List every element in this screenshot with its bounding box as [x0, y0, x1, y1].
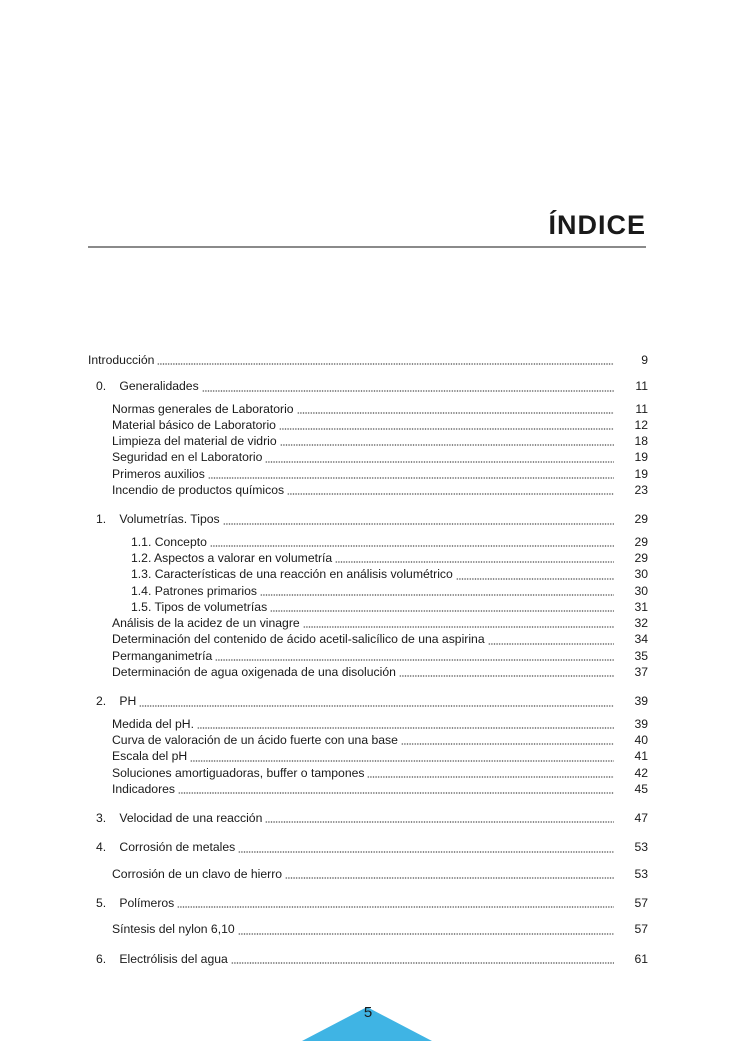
toc-entry-label: 1.2. Aspectos a valorar en volumetría: [131, 550, 333, 565]
toc-entry-page: 47: [634, 811, 648, 826]
toc-entry[interactable]: [88, 417, 648, 433]
toc-chapter-2[interactable]: [88, 693, 648, 709]
toc-entry-label: [96, 511, 223, 527]
toc-entry-label: Medida del pH.: [112, 716, 194, 731]
toc-entry-label: Normas generales de Laboratorio: [112, 401, 294, 416]
toc-entry-page: 42: [634, 765, 648, 780]
table-of-contents: [88, 352, 648, 967]
toc-entry-label: Material básico de Laboratorio: [112, 417, 276, 432]
toc-entry-label: Primeros auxilios: [112, 466, 205, 481]
toc-entry-label: 1.5. Tipos de volumetrías: [131, 599, 268, 614]
toc-entry-label: Análisis de la acidez de un vinagre: [112, 616, 300, 631]
toc-entry[interactable]: [88, 599, 648, 615]
toc-entry[interactable]: [88, 482, 648, 498]
toc-entry-label: Permanganimetría: [112, 648, 213, 663]
chapter-title: Corrosión de metales: [119, 840, 236, 855]
toc-entry[interactable]: [88, 550, 648, 566]
toc-entry[interactable]: [88, 765, 648, 781]
dot-leader: [335, 552, 614, 563]
chapter-number: 4.: [96, 840, 107, 855]
toc-entry-page: 31: [634, 599, 648, 614]
dot-leader: [367, 767, 614, 778]
dot-leader: [401, 734, 614, 745]
toc-entry[interactable]: [88, 866, 648, 882]
toc-chapter-3[interactable]: [88, 810, 648, 826]
toc-entry[interactable]: [88, 449, 648, 465]
toc-entry-label: 1.1. Concepto: [131, 534, 207, 549]
toc-entry-label: Escala del pH: [112, 749, 188, 764]
dot-leader: [197, 718, 614, 729]
toc-entry-label: Introducción: [88, 353, 155, 367]
toc-entry[interactable]: [88, 716, 648, 732]
chapter-number: 0.: [96, 379, 107, 394]
toc-entry-page: 57: [634, 896, 648, 911]
toc-entry-label: [96, 378, 202, 394]
chapter-title: PH: [119, 694, 137, 709]
toc-entry-label: [96, 839, 238, 855]
toc-entry-page: 30: [634, 567, 648, 582]
toc-chapter-4[interactable]: [88, 839, 648, 855]
toc-entry-page: 12: [634, 417, 648, 432]
dot-leader: [265, 812, 614, 823]
toc-entry-page: 35: [634, 648, 648, 663]
toc-entry-page: 29: [634, 550, 648, 565]
toc-entry-page: 53: [634, 840, 648, 855]
chapter-number: 6.: [96, 951, 107, 966]
dot-leader: [279, 419, 614, 430]
toc-entry-page: 39: [634, 716, 648, 731]
toc-entry-page: 9: [641, 353, 648, 367]
toc-entry-label: [96, 693, 139, 709]
dot-leader: [202, 381, 614, 392]
toc-entry-label: Seguridad en el Laboratorio: [112, 450, 263, 465]
chapter-number: 2.: [96, 694, 107, 709]
chapter-title: Polímeros: [119, 896, 175, 911]
dot-leader: [238, 924, 614, 935]
dot-leader: [297, 403, 614, 414]
chapter-title: Generalidades: [119, 379, 199, 394]
toc-entry-page: 19: [634, 450, 648, 465]
dot-leader: [231, 953, 614, 964]
toc-entry-page: 11: [635, 379, 648, 394]
toc-entry-label: Determinación del contenido de ácido acetil-salicílico de una aspirina: [112, 632, 485, 647]
toc-entry-page: 18: [634, 434, 648, 449]
toc-entry[interactable]: [88, 664, 648, 680]
chapter-number: 1.: [96, 512, 107, 527]
dot-leader: [223, 514, 614, 525]
toc-entry-page: 39: [634, 694, 648, 709]
toc-entry[interactable]: [88, 648, 648, 664]
toc-chapter-0[interactable]: [88, 378, 648, 394]
dot-leader: [303, 617, 614, 628]
toc-entry[interactable]: [88, 615, 648, 631]
dot-leader: [399, 666, 614, 677]
toc-chapter-6[interactable]: [88, 951, 648, 967]
toc-chapter-5[interactable]: [88, 895, 648, 911]
toc-entry-page: 61: [634, 951, 648, 966]
toc-entry-page: 45: [634, 781, 648, 796]
chapter-title: Velocidad de una reacción: [119, 811, 263, 826]
page-title: ÍNDICE: [548, 210, 646, 240]
toc-entry-label: [96, 895, 177, 911]
dot-leader: [190, 751, 614, 762]
dot-leader: [456, 569, 614, 580]
toc-entry-page: 53: [634, 866, 648, 881]
page-number: 5: [363, 1004, 373, 1021]
toc-entry-label: Soluciones amortiguadoras, buffer o tampones: [112, 765, 365, 780]
dot-leader: [265, 452, 614, 463]
chapter-title: Electrólisis del agua: [119, 951, 228, 966]
toc-entry[interactable]: [88, 921, 648, 937]
dot-leader: [280, 435, 614, 446]
toc-chapter-1[interactable]: [88, 511, 648, 527]
chapter-title: Volumetrías. Tipos: [119, 512, 220, 527]
toc-entry-page: 34: [634, 632, 648, 647]
dot-leader: [488, 634, 614, 645]
toc-entry-label: Determinación de agua oxigenada de una disolución: [112, 665, 396, 680]
toc-entry[interactable]: [88, 566, 648, 582]
toc-entry-page: 40: [634, 732, 648, 747]
dot-leader: [210, 536, 614, 547]
toc-entry-page: 57: [634, 922, 648, 937]
toc-entry-label: [96, 951, 231, 967]
page-footer: [0, 996, 736, 1041]
toc-entry[interactable]: [88, 401, 648, 417]
toc-entry-page: 32: [634, 616, 648, 631]
toc-entry[interactable]: [88, 433, 648, 449]
chapter-number: 3.: [96, 811, 107, 826]
dot-leader: [260, 585, 614, 596]
dot-leader: [177, 897, 614, 908]
toc-entry-label: Curva de valoración de un ácido fuerte con una base: [112, 732, 398, 747]
toc-entry-page: 41: [634, 749, 648, 764]
toc-entry[interactable]: [88, 631, 648, 647]
toc-entry-page: 19: [634, 466, 648, 481]
toc-entry[interactable]: [88, 781, 648, 797]
toc-entry-page: 11: [635, 401, 648, 416]
toc-entry-label: Indicadores: [112, 781, 176, 796]
toc-entry-page: 30: [634, 583, 648, 598]
toc-entry[interactable]: [88, 534, 648, 550]
toc-entry-page: 29: [634, 512, 648, 527]
toc-entry-page: 37: [634, 665, 648, 680]
dot-leader: [287, 484, 614, 495]
dot-leader: [208, 468, 614, 479]
chapter-number: 5.: [96, 896, 107, 911]
dot-leader: [270, 601, 614, 612]
toc-entry-label: Síntesis del nylon 6,10: [112, 922, 235, 937]
toc-entry-label: [96, 810, 265, 826]
toc-entry-label: 1.4. Patrones primarios: [131, 583, 257, 598]
dot-leader: [139, 696, 614, 707]
dot-leader: [238, 842, 614, 853]
toc-entry[interactable]: [88, 748, 648, 764]
toc-entry[interactable]: [88, 583, 648, 599]
toc-entry-introduccion[interactable]: [88, 352, 648, 368]
toc-entry[interactable]: [88, 466, 648, 482]
dot-leader: [178, 783, 614, 794]
toc-entry-page: 23: [634, 483, 648, 498]
toc-entry-label: Corrosión de un clavo de hierro: [112, 866, 283, 881]
toc-entry-label: Limpieza del material de vidrio: [112, 434, 277, 449]
dot-leader: [215, 650, 614, 661]
toc-entry[interactable]: [88, 732, 648, 748]
dot-leader: [285, 868, 614, 879]
toc-entry-label: Incendio de productos químicos: [112, 483, 285, 498]
toc-entry-page: 29: [634, 534, 648, 549]
title-divider: [88, 246, 646, 248]
toc-entry-label: 1.3. Características de una reacción en análisis volumétrico: [131, 567, 453, 582]
dot-leader: [157, 354, 614, 365]
